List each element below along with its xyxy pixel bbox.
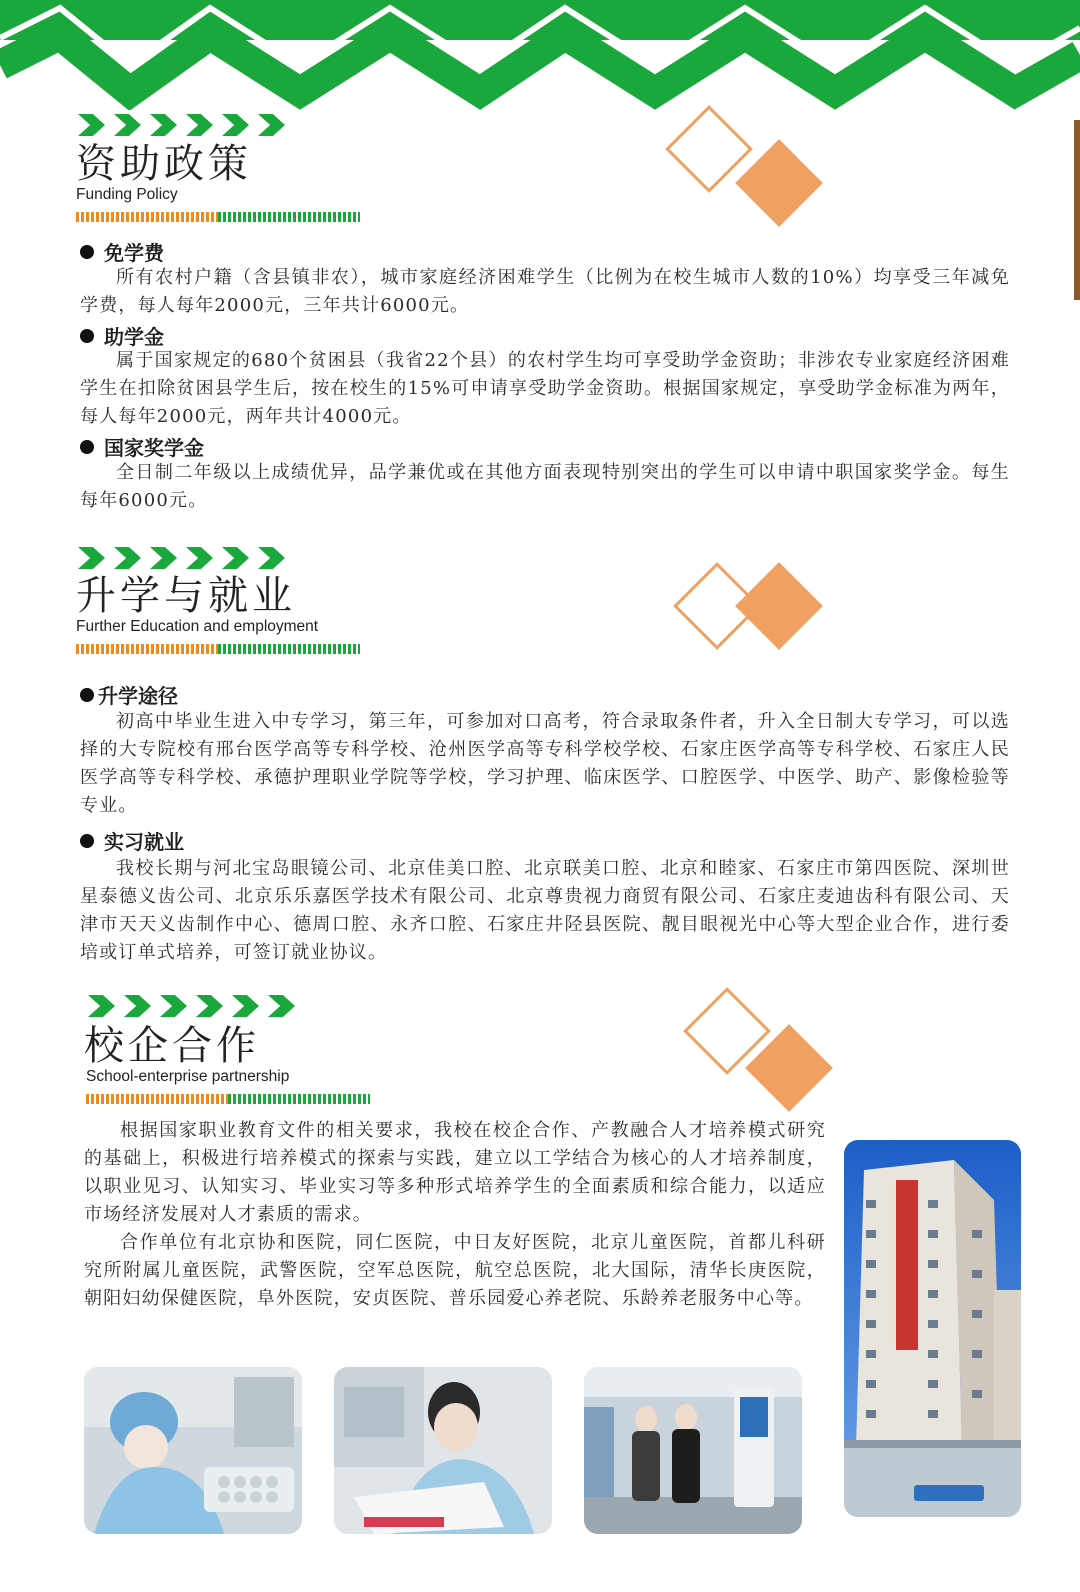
funding-title: 资助政策 <box>76 141 252 187</box>
bullet-scholarship: 国家奖学金 <box>80 432 204 461</box>
grant-text: 属于国家规定的680个贫困县（我省22个县）的农村学生均可享受助学金资助；非涉农专业家庭经济困难学生在扣除贫困县学生后，按在校生的15%可申请享受助学金资助。根据国家规定，享受助学金标准为两年，每人每年2000元，两年共计4000元。 <box>80 350 1010 427</box>
top-zigzag-banner <box>0 0 1080 110</box>
hospital-lobby-photo <box>584 1367 802 1534</box>
tuition-free-text: 所有农村户籍（含县镇非农），城市家庭经济困难学生（比例为在校生城市人数的10%）均享受三年减免学费，每人每年2000元，三年共计6000元。 <box>80 267 1010 316</box>
cooperation-divider <box>86 1094 370 1104</box>
cooperation-paragraph-1: 根据国家职业教育文件的相关要求，我校在校企合作、产教融合人才培养模式研究的基础上，积极进行培养模式的探索与实践，建立以工学结合为核心的人才培养制度，以职业见习、认知实习、毕业实习等多种形式培养学生的全面素质和综合能力，以适应市场经济发展对人才素质的需求。 <box>84 1120 826 1225</box>
cooperation-title: 校企合作 <box>84 1023 260 1069</box>
funding-chevrons <box>78 114 285 136</box>
further-study-text: 初高中毕业生进入中专学习，第三年，可参加对口高考，符合录取条件者，升入全日制大专学习，可以选择的大专院校有邢台医学高等专科学校、沧州医学高等专科学校学校、石家庄医学高等专科学校、石家庄人民医学高等专科学校、承德护理职业学院等学校，学习护理、临床医学、口腔医学、中医学、助产、影像检验等专业。 <box>80 711 1010 816</box>
cooperation-subtitle: School-enterprise partnership <box>86 1068 290 1085</box>
education-diamond-fill <box>735 562 823 650</box>
funding-subtitle: Funding Policy <box>76 186 178 203</box>
education-subtitle: Further Education and employment <box>76 618 319 635</box>
bullet-internship: 实习就业 <box>80 826 184 855</box>
student-writing-photo <box>334 1367 552 1534</box>
bullet-further-study: 升学途径 <box>80 680 178 709</box>
funding-divider <box>76 212 360 222</box>
scholarship-text: 全日制二年级以上成绩优异，品学兼优或在其他方面表现特别突出的学生可以申请中职国家奖学金。每生每年6000元。 <box>80 462 1010 511</box>
bullet-grant: 助学金 <box>80 321 164 350</box>
bullet-tuition-free: 免学费 <box>80 237 164 266</box>
cooperation-paragraph-2: 合作单位有北京协和医院，同仁医院，中日友好医院，北京儿童医院，首都儿科研究所附属儿童医院，武警医院，空军总医院，航空总医院，北大国际，清华长庚医院，朝阳妇幼保健医院，阜外医院，安贞医院、普乐园爱心养老院、乐龄养老服务中心等。 <box>84 1232 826 1309</box>
cooperation-chevrons <box>88 995 295 1017</box>
education-chevrons <box>78 547 285 569</box>
internship-text: 我校长期与河北宝岛眼镜公司、北京佳美口腔、北京联美口腔、北京和睦家、石家庄市第四医院、深圳世星泰德义齿公司、北京乐乐嘉医学技术有限公司、北京尊贵视力商贸有限公司、石家庄麦迪齿科有限公司、天津市天天义齿制作中心、德周口腔、永齐口腔、石家庄井陉县医院、靓目眼视光中心等大型企业合作，进行委培或订单式培养，可签订就业协议。 <box>80 858 1010 963</box>
edge-strip <box>1074 120 1080 300</box>
lab-technician-photo <box>84 1367 302 1534</box>
education-title: 升学与就业 <box>76 573 296 619</box>
education-divider <box>76 644 360 654</box>
hospital-building-photo <box>844 1140 1021 1517</box>
